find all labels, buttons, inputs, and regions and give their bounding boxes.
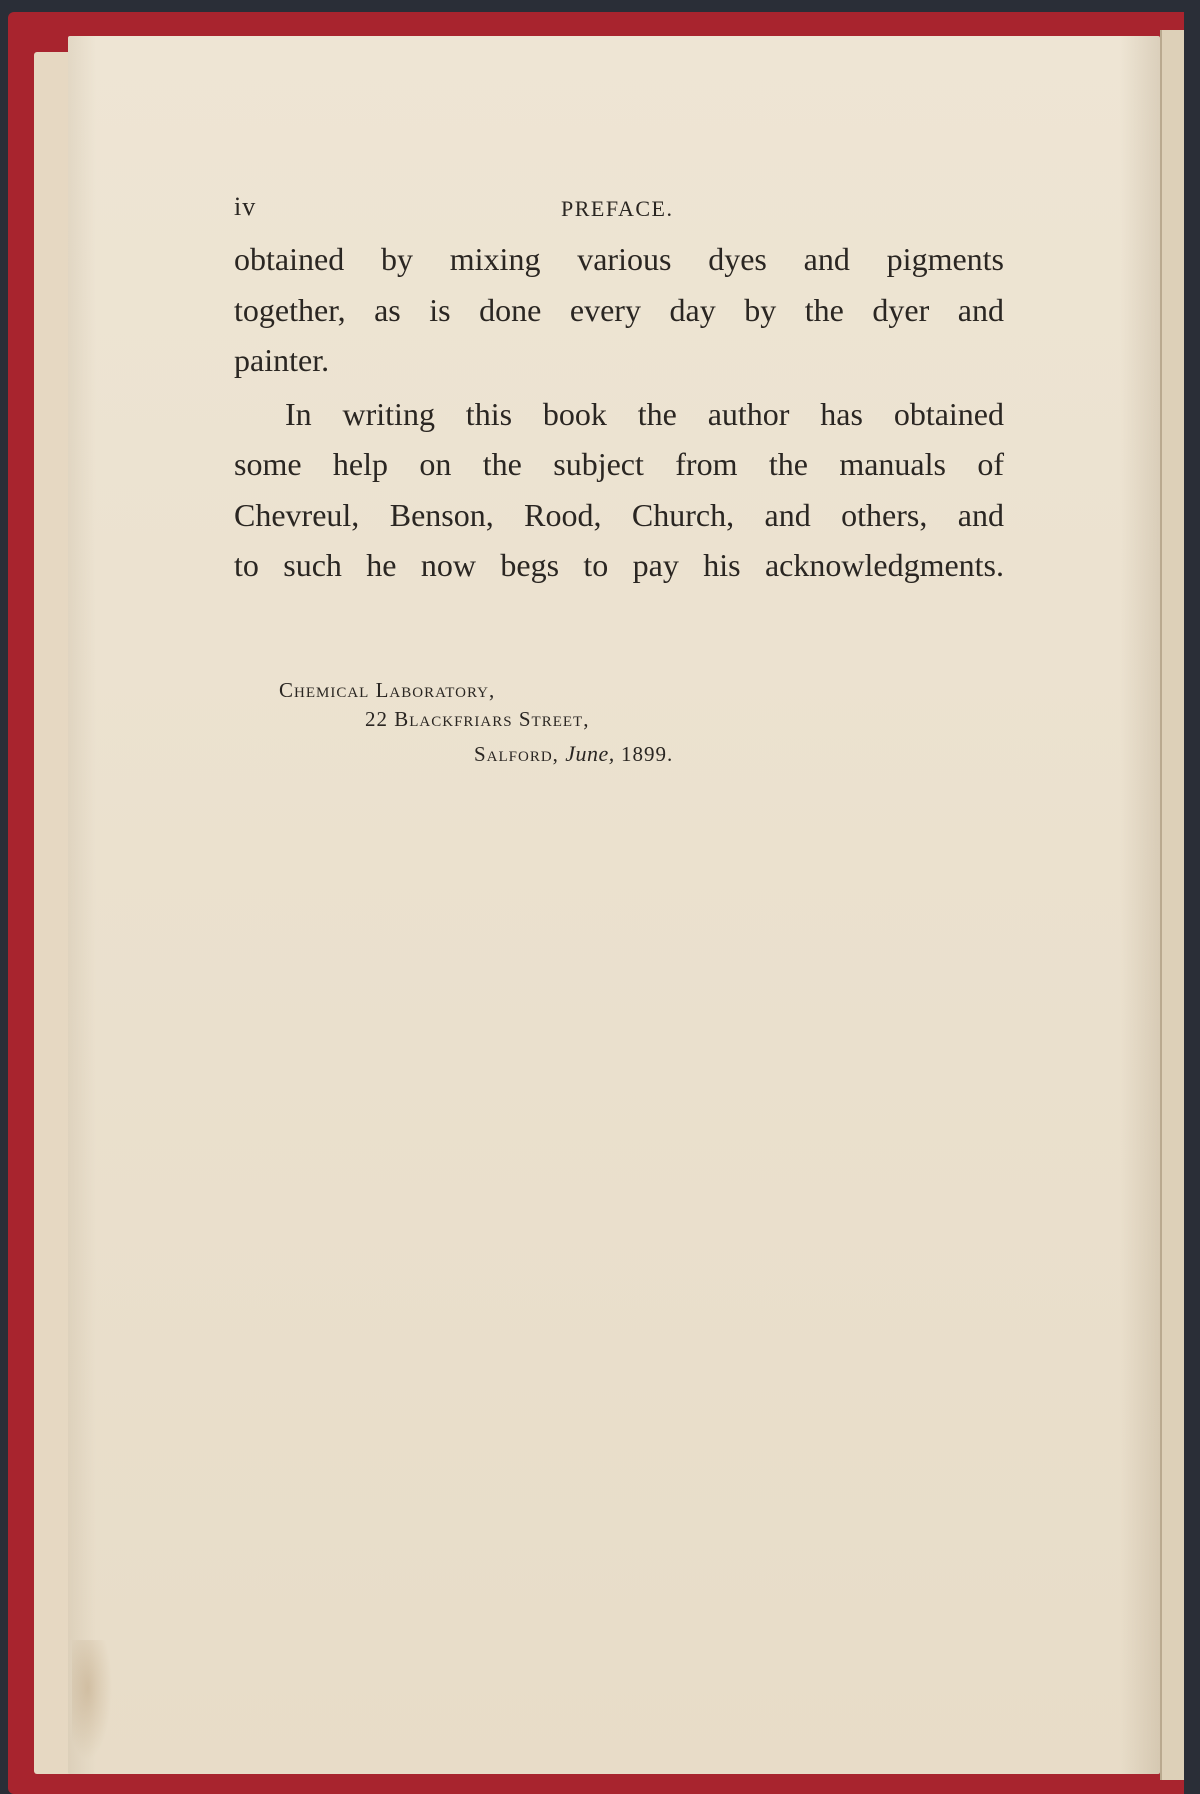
text-line: to such he now begs to pay his acknowledgments. — [234, 547, 1004, 583]
signature-institution — [279, 678, 1079, 703]
paragraph-continuation — [234, 234, 1004, 386]
text-line: painter. — [234, 342, 330, 378]
page-number: iv — [234, 192, 257, 221]
page-text — [234, 190, 1004, 591]
text-line: some help on the subject from the manuals of — [234, 446, 1004, 482]
paragraph-acknowledgments — [234, 389, 1004, 591]
signature-year: 1899. — [620, 742, 674, 766]
signature-line-2: 22 Blackfriars Street, — [365, 707, 590, 731]
running-title: PREFACE. — [561, 196, 674, 221]
signature-place-date — [474, 741, 1200, 767]
text-line: together, as is done every day by the dyer and — [234, 291, 1004, 328]
running-head — [234, 190, 1004, 230]
paper-stain — [72, 1640, 112, 1760]
signature-line-1: Chemical Laboratory, — [279, 678, 496, 702]
text-line: Chevreul, Benson, Rood, Church, and others, and — [234, 496, 1004, 533]
text-line: In writing this book the author has obtained — [285, 395, 1004, 432]
signature-place: Salford, — [474, 742, 559, 766]
signature-month: June, — [565, 741, 615, 766]
text-line: obtained by mixing various dyes and pigments — [234, 241, 1004, 277]
signature-address — [365, 707, 1165, 732]
opposite-cover-edge — [1184, 0, 1200, 1794]
